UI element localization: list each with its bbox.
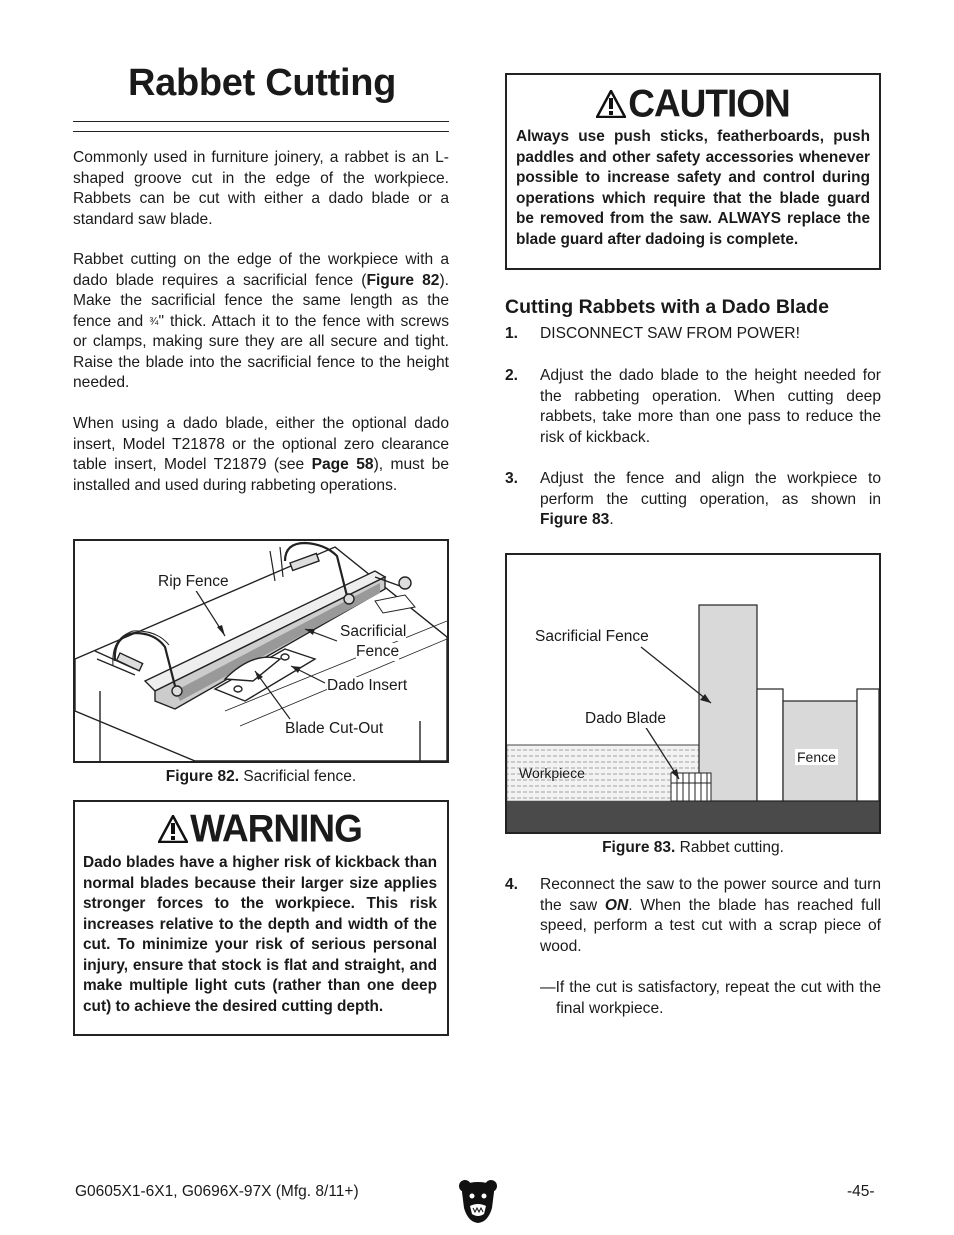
figure-82-caption: Figure 82. Sacrificial fence.	[165, 768, 357, 785]
procedure-step-4: 4. Reconnect the saw to the power source and turn the saw ON. When the blade has reached full speed, perform a test cut with a scrap piece of wood.	[505, 876, 881, 955]
procedure-step-2: 2. Adjust the dado blade to the height needed for the rabbeting operation. When cutting deep rabbets, take more than one pass to reduce the risk of kickback.	[505, 367, 881, 446]
caution-heading: CAUTION	[628, 81, 790, 126]
sacrificial-fence-label-line2: Fence	[356, 643, 400, 660]
saw-table	[507, 801, 879, 832]
intro-paragraph-1: Commonly used in furniture joinery, a rabbet is an L-shaped groove cut in the edge of the workpiece. Rabbets can be cut with either a dado blade or a standard saw blade.	[73, 149, 449, 228]
caution-text: Always use push sticks, featherboards, push paddles and other safety accessories whenever possible to increase safety and control during operations which require that the blade guard be removed from the saw. ALWAYS replace the blade guard after dadoing is complete.	[516, 128, 870, 248]
title-rule-bottom	[73, 131, 449, 132]
procedure-note: —If the cut is satisfactory, repeat the cut with the final workpiece.	[540, 979, 881, 1017]
dado-blade-label: Dado Blade	[585, 710, 667, 727]
intro-paragraph-3: When using a dado blade, either the optional dado insert, Model T21878 or the optional zero clearance table insert, Model T21879 (see Page 58), must be installed and used during rabbeting operations.	[73, 415, 449, 494]
page-58-reference[interactable]: Page 58	[311, 456, 374, 473]
fence-label: Fence	[797, 749, 836, 765]
warning-triangle-icon	[158, 815, 188, 843]
workpiece-label: Workpiece	[519, 765, 585, 781]
fence-left-side	[757, 689, 783, 801]
figure-82-illustration	[73, 539, 449, 763]
figure-83-reference[interactable]: Figure 83	[540, 511, 610, 528]
grizzly-bear-logo-icon	[458, 1178, 498, 1224]
figure-83-caption: Figure 83. Rabbet cutting.	[602, 839, 784, 856]
procedure-heading: Cutting Rabbets with a Dado Blade	[505, 296, 829, 318]
warning-header	[83, 806, 437, 851]
title-rule-top	[73, 121, 449, 122]
dado-insert-label: Dado Insert	[327, 677, 408, 694]
caution-triangle-icon	[596, 90, 626, 118]
warning-box	[73, 800, 449, 1036]
procedure-step-3: 3. Adjust the fence and align the workpiece to perform the cutting operation, as shown in Figure 83.	[505, 470, 881, 528]
fence-right-side	[857, 689, 879, 801]
blade-cut-out-label: Blade Cut-Out	[285, 720, 384, 737]
rip-fence-label: Rip Fence	[158, 573, 229, 590]
figure-82-reference[interactable]: Figure 82	[366, 271, 440, 289]
warning-text: Dado blades have a higher risk of kickback than normal blades because their larger size applies stronger forces to the workpiece. This risk increases relative to the depth and width of the cut. To minimize your risk of serious personal injury, ensure that stock is flat and straight, and make multiple light cuts (rather than one deep cut) to achieve the desired cutting depth.	[83, 854, 437, 1015]
figure-83-illustration	[505, 553, 881, 834]
intro-paragraph-2: Rabbet cutting on the edge of the workpiece with a dado blade requires a sacrificial fence (Figure 82). Make the sacrificial fence the same length as the fence and ¾" thick. Attach it to the fence with screws or clamps, making sure they are all secure and tight. Raise the blade into the sacrificial fence to the height needed.	[73, 251, 450, 391]
procedure-step-1: 1. DISCONNECT SAW FROM POWER!	[505, 325, 800, 342]
sacrificial-fence-label: Sacrificial Fence	[535, 628, 649, 645]
sacrificial-fence-label-line1: Sacrificial	[340, 623, 407, 640]
warning-heading: WARNING	[190, 806, 362, 851]
caution-header	[516, 81, 870, 126]
footer-models: G0605X1-6X1, G0696X-97X (Mfg. 8/11+)	[75, 1183, 359, 1200]
rabbet-cutting-diagram	[507, 555, 879, 832]
page-title: Rabbet Cutting	[128, 62, 397, 104]
footer-page-number: -45-	[847, 1183, 875, 1200]
sacrificial-fence-shape	[699, 605, 757, 801]
caution-box	[505, 73, 881, 270]
